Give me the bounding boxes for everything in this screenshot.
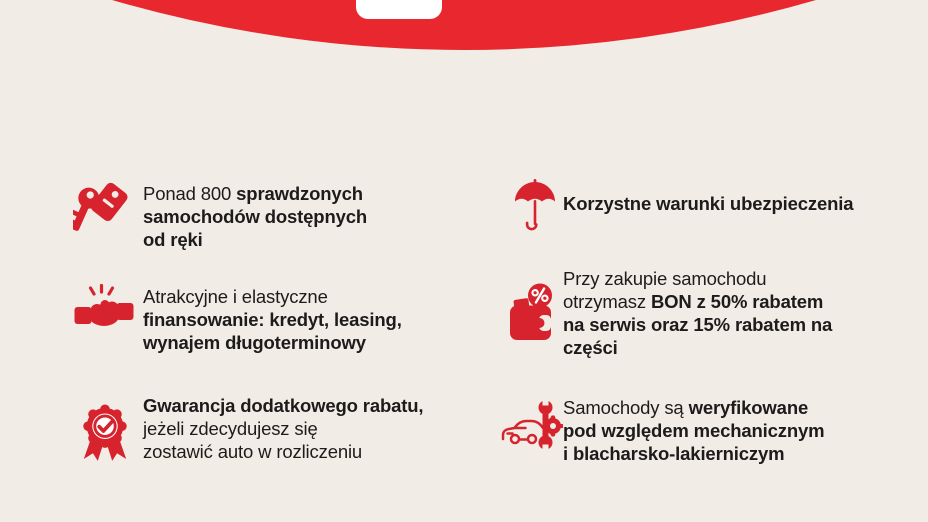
benefit-text: Atrakcyjne i elastyczne finansowanie: kredyt, leasing, wynajem długoterminowy: [143, 286, 402, 353]
benefit-text: Przy zakupie samochodu otrzymasz BON z 50% rabatem na serwis oraz 15% rabatem na części: [563, 268, 833, 358]
benefit-item: [143, 394, 503, 463]
header-tab-cutout: [356, 0, 442, 19]
benefit-item: [563, 267, 923, 359]
car-service-icon: [501, 398, 563, 452]
benefit-item: [563, 396, 923, 465]
benefit-text: Samochody są weryfikowane pod względem mechanicznym i blacharsko-lakierniczym: [563, 397, 825, 464]
benefit-item: [143, 182, 503, 251]
benefit-text: Korzystne warunki ubezpieczenia: [563, 193, 854, 214]
award-badge-icon: [78, 400, 132, 464]
top-red-arc: [0, 0, 928, 54]
benefit-item: [563, 192, 923, 215]
car-keys-icon: [73, 178, 133, 240]
umbrella-icon: [512, 178, 558, 232]
handshake-icon: [74, 282, 134, 340]
benefit-item: [143, 285, 503, 354]
wallet-discount-icon: [508, 282, 558, 344]
benefit-text: Gwarancja dodatkowego rabatu, jeżeli zdecydujesz się zostawić auto w rozliczeniu: [143, 395, 424, 462]
benefit-text: Ponad 800 sprawdzonych samochodów dostępnych od ręki: [143, 183, 368, 250]
